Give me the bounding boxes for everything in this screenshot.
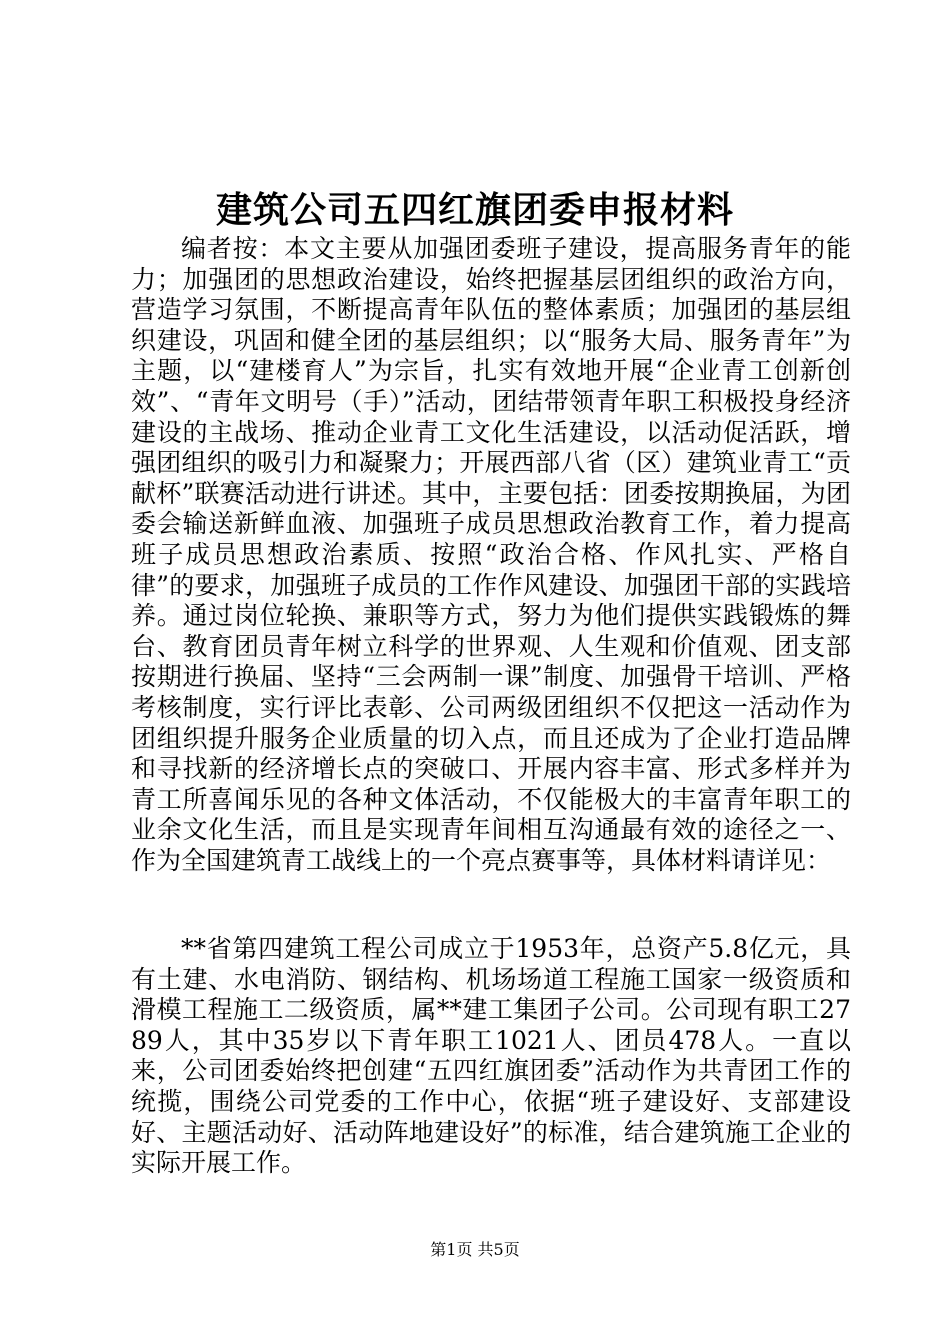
page-number-footer: 第1页 共5页 — [430, 1240, 520, 1259]
company-intro-paragraph: **省第四建筑工程公司成立于1953年，总资产5.8亿元，具有土建、水电消防、钢结构、机场场道工程施工国家一级资质和滑模工程施工二级资质，属**建工集团子公司。公司现有职工2789人，其中35岁以下青年职工1021人、团员478人。一直以来，公司团委始终把创建“五四红旗团委”活动作为共青团工作的统揽，围绕公司党委的工作中心，依据“班子建设好、支部建设好、主题活动好、活动阵地建设好”的标准，结合建筑施工企业的实际开展工作。 — [131, 934, 851, 1178]
editor-note-paragraph: 编者按：本文主要从加强团委班子建设，提高服务青年的能力；加强团的思想政治建设，始终把握基层团组织的政治方向，营造学习氛围，不断提高青年队伍的整体素质；加强团的基层组织建设，巩固和健全团的基层组织；以“服务大局、服务青年”为主题，以“建楼育人”为宗旨，扎实有效地开展“企业青工创新创效”、“青年文明号（手）”活动，团结带领青年职工积极投身经济建设的主战场、推动企业青工文化生活建设，以活动促活跃，增强团组织的吸引力和凝聚力；开展西部八省（区）建筑业青工“贡献杯”联赛活动进行讲述。其中，主要包括：团委按期换届，为团委会输送新鲜血液、加强班子成员思想政治教育工作，着力提高班子成员思想政治素质、按照“政治合格、作风扎实、严格自律”的要求，加强班子成员的工作作风建设、加强团干部的实践培养。通过岗位轮换、兼职等方式，努力为他们提供实践锻炼的舞台、教育团员青年树立科学的世界观、人生观和价值观、团支部按期进行换届、坚持“三会两制一课”制度、加强骨干培训、严格考核制度，实行评比表彰、公司两级团组织不仅把这一活动作为团组织提升服务企业质量的切入点，而且还成为了企业打造品牌和寻找新的经济增长点的突破口、开展内容丰富、形式多样并为青工所喜闻乐见的各种文体活动，不仅能极大的丰富青年职工的业余文化生活，而且是实现青年间相互沟通最有效的途径之一、作为全国建筑青工战线上的一个亮点赛事等，具体材料请详见： — [131, 234, 851, 875]
document-title: 建筑公司五四红旗团委申报材料 — [215, 189, 734, 231]
